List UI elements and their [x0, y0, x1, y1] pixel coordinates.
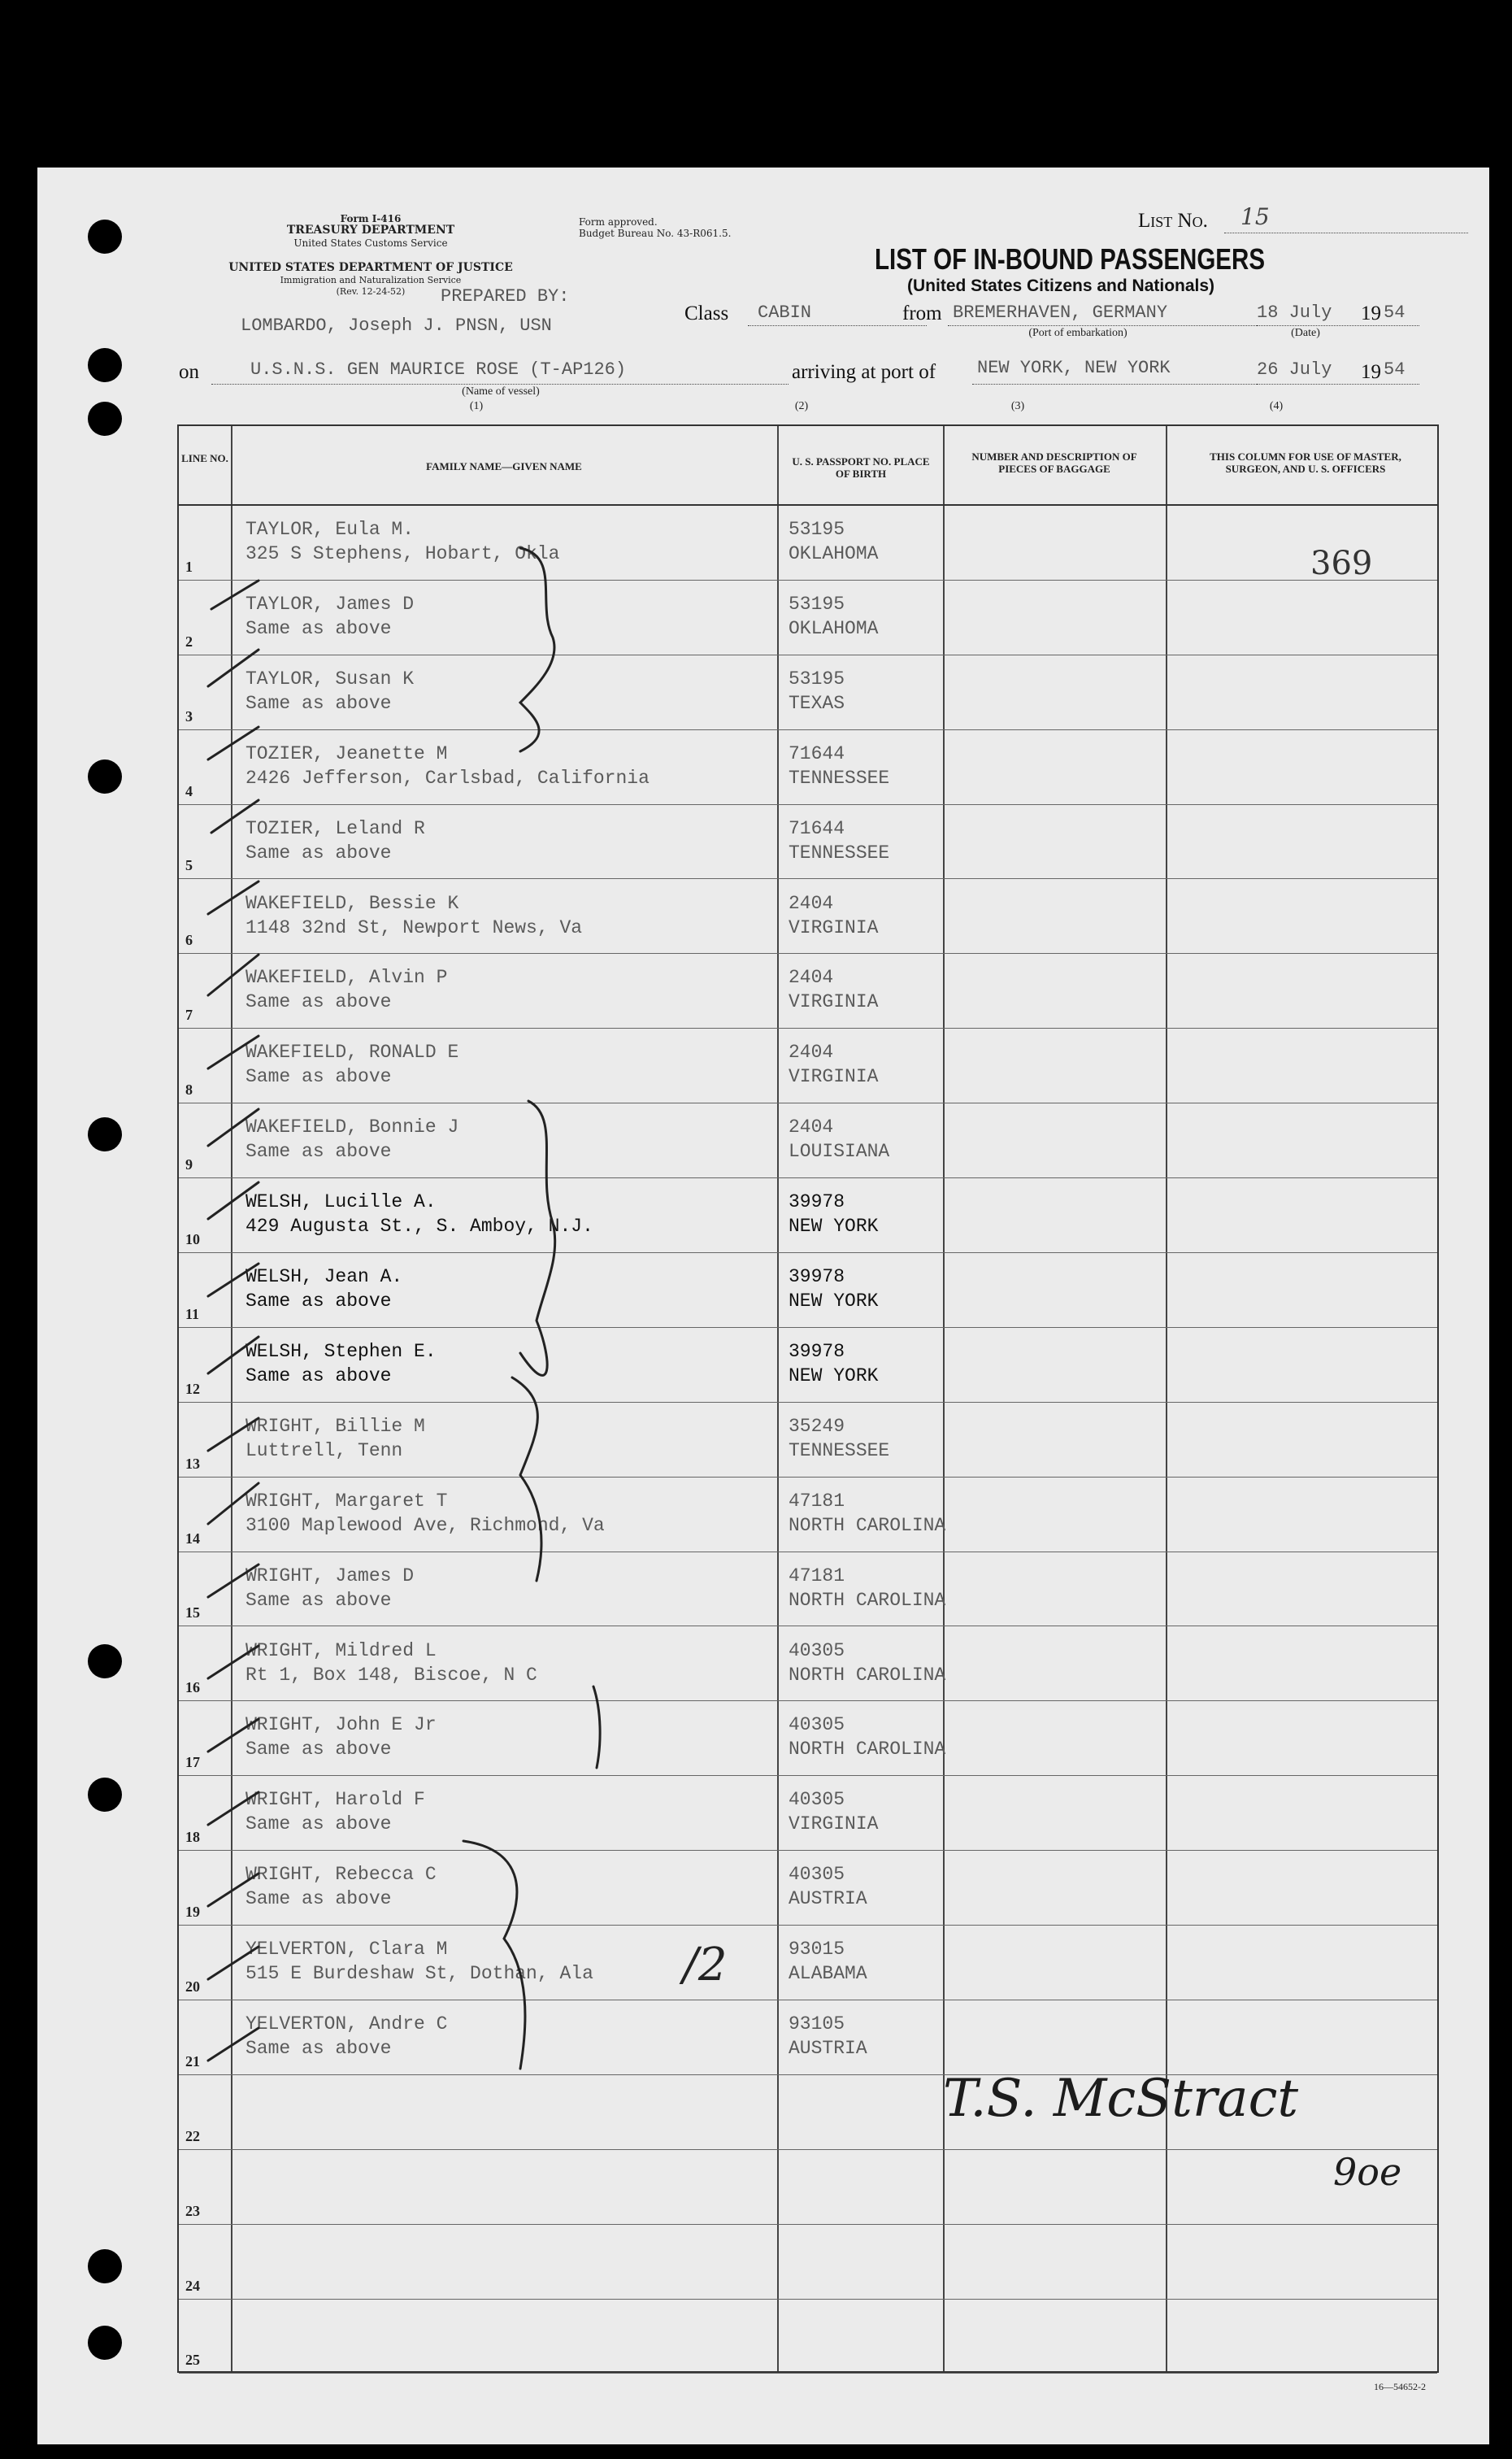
- justice-dept: UNITED STATES DEPARTMENT OF JUSTICE: [228, 261, 513, 274]
- arrive-date: 26 July: [1257, 359, 1332, 380]
- arrive-year-prefix: 19: [1361, 361, 1381, 383]
- passenger-name: WAKEFIELD, RONALD E: [245, 1042, 459, 1064]
- line-number: 3: [185, 707, 193, 725]
- arrive-line: [1257, 384, 1419, 385]
- col-header-baggage: NUMBER AND DESCRIPTION OF PIECES OF BAGGAGE: [971, 450, 1137, 475]
- line-number: 11: [185, 1305, 200, 1322]
- line-number: 21: [185, 2052, 200, 2069]
- col-num-4: (4): [1269, 400, 1284, 412]
- passenger-name: YELVERTON, Clara M: [245, 1939, 448, 1961]
- line-number: 10: [185, 1230, 200, 1247]
- arrival-port: NEW YORK, NEW YORK: [977, 358, 1171, 378]
- line-number: 9: [185, 1156, 193, 1173]
- passenger-address: 325 S Stephens, Hobart, Okla: [245, 543, 560, 564]
- passport-number: 2404: [789, 967, 834, 989]
- passenger-address: Luttrell, Tenn: [245, 1439, 403, 1461]
- depart-year: 54: [1384, 302, 1406, 323]
- list-no-value: 15: [1240, 203, 1270, 230]
- passenger-address: Same as above: [245, 617, 392, 639]
- class-label: Class: [684, 302, 729, 324]
- line-number: 20: [185, 1978, 200, 1995]
- passport-number: 47181: [789, 1490, 845, 1512]
- passport-number: 40305: [789, 1714, 845, 1736]
- date-caption: (Date): [1291, 327, 1320, 339]
- passenger-address: Same as above: [245, 842, 392, 864]
- budget-bureau: Budget Bureau No. 43-R061.5.: [579, 228, 732, 239]
- passenger-name: WELSH, Lucille A.: [245, 1191, 437, 1213]
- class-value: CABIN: [758, 302, 812, 323]
- passport-number: 71644: [789, 817, 845, 839]
- passport-number: 93015: [789, 1939, 845, 1961]
- vessel-caption: (Name of vessel): [462, 385, 540, 398]
- place-of-birth: NORTH CAROLINA: [789, 1739, 946, 1760]
- passenger-address: Same as above: [245, 1888, 392, 1910]
- initials: 9oe: [1333, 2150, 1402, 2194]
- passenger-address: Same as above: [245, 1141, 392, 1163]
- customs-service: United States Customs Service: [293, 237, 448, 249]
- place-of-birth: LOUISIANA: [789, 1141, 890, 1163]
- passport-number: 39978: [789, 1340, 845, 1362]
- passenger-address: Same as above: [245, 1364, 392, 1386]
- line-number: 23: [185, 2202, 200, 2219]
- passport-number: 71644: [789, 742, 845, 764]
- place-of-birth: TENNESSEE: [789, 767, 890, 789]
- passenger-name: WRIGHT, John E Jr: [245, 1714, 437, 1736]
- col-num-2: (2): [794, 400, 809, 412]
- line-number: 7: [185, 1007, 193, 1024]
- passenger-address: Same as above: [245, 1813, 392, 1835]
- from-label: from: [902, 302, 942, 324]
- line-number: 4: [185, 782, 193, 799]
- on-label: on: [179, 361, 199, 383]
- place-of-birth: NEW YORK: [789, 1290, 879, 1312]
- passenger-name: TAYLOR, Eula M.: [245, 519, 415, 540]
- arrive-year: 54: [1384, 359, 1406, 380]
- passenger-address: 3100 Maplewood Ave, Richmond, Va: [245, 1514, 605, 1536]
- preparer-name: LOMBARDO, Joseph J. PNSN, USN: [241, 316, 552, 336]
- passport-number: 40305: [789, 1864, 845, 1886]
- passenger-address: Same as above: [245, 1290, 392, 1312]
- place-of-birth: AUSTRIA: [789, 1888, 867, 1910]
- passenger-name: TOZIER, Leland R: [245, 817, 425, 839]
- passenger-address: 429 Augusta St., S. Amboy, N.J.: [245, 1216, 593, 1238]
- place-of-birth: ALABAMA: [789, 1963, 867, 1985]
- passenger-name: WRIGHT, James D: [245, 1565, 415, 1586]
- place-of-birth: NEW YORK: [789, 1364, 879, 1386]
- passenger-name: TAYLOR, James D: [245, 593, 415, 615]
- passport-number: 53195: [789, 519, 845, 540]
- punch-hole: [88, 1778, 122, 1812]
- passenger-name: TAYLOR, Susan K: [245, 668, 415, 690]
- stamp-number: 369: [1310, 545, 1373, 582]
- col-header-officers: THIS COLUMN FOR USE OF MASTER, SURGEON, AND U. S. OFFICERS: [1210, 450, 1401, 475]
- passenger-name: WAKEFIELD, Alvin P: [245, 967, 448, 989]
- passenger-name: WAKEFIELD, Bonnie J: [245, 1116, 459, 1138]
- line-number: 17: [185, 1754, 200, 1771]
- passenger-address: Same as above: [245, 692, 392, 714]
- from-value: BREMERHAVEN, GERMANY: [953, 302, 1168, 323]
- line-number: 14: [185, 1530, 200, 1547]
- passenger-address: Same as above: [245, 1589, 392, 1611]
- ins-service: Immigration and Naturalization Service: [280, 275, 462, 285]
- punch-hole: [88, 348, 122, 382]
- punch-hole: [88, 2326, 122, 2360]
- passenger-address: 2426 Jefferson, Carlsbad, California: [245, 767, 650, 789]
- vessel-name: U.S.N.S. GEN MAURICE ROSE (T-AP126): [250, 359, 627, 380]
- passenger-address: Same as above: [245, 2038, 392, 2059]
- passenger-address: Same as above: [245, 991, 392, 1013]
- passenger-name: WRIGHT, Billie M: [245, 1415, 425, 1437]
- passenger-name: YELVERTON, Andre C: [245, 2013, 448, 2035]
- place-of-birth: NORTH CAROLINA: [789, 1589, 946, 1611]
- passport-number: 40305: [789, 1789, 845, 1811]
- passenger-table: [177, 424, 1439, 2373]
- place-of-birth: NEW YORK: [789, 1216, 879, 1238]
- class-line: [748, 325, 927, 326]
- from-line: [948, 325, 1281, 326]
- document-page: [37, 168, 1489, 2444]
- passport-number: 40305: [789, 1639, 845, 1661]
- place-of-birth: VIRGINIA: [789, 916, 879, 938]
- place-of-birth: VIRGINIA: [789, 1066, 879, 1088]
- place-of-birth: NORTH CAROLINA: [789, 1664, 946, 1686]
- document-title: LIST OF IN-BOUND PASSENGERS: [875, 242, 1266, 276]
- col-header-line: LINE NO.: [181, 452, 228, 464]
- revision: (Rev. 12-24-52): [336, 286, 406, 297]
- punch-hole: [88, 759, 122, 794]
- list-no-label: List No.: [1138, 210, 1208, 232]
- depart-line: [1257, 325, 1419, 326]
- passport-number: 47181: [789, 1565, 845, 1586]
- line-number: 5: [185, 857, 193, 874]
- passenger-name: TOZIER, Jeanette M: [245, 742, 448, 764]
- passenger-name: WRIGHT, Harold F: [245, 1789, 425, 1811]
- place-of-birth: VIRGINIA: [789, 991, 879, 1013]
- passport-number: 53195: [789, 668, 845, 690]
- prepared-by: PREPARED BY:: [441, 286, 570, 307]
- col-header-passport: U. S. PASSPORT NO. PLACE OF BIRTH: [792, 455, 930, 480]
- passenger-name: WELSH, Stephen E.: [245, 1340, 437, 1362]
- line-number: 8: [185, 1082, 193, 1099]
- passport-number: 2404: [789, 892, 834, 914]
- signature: T.S. McStract: [943, 2069, 1299, 2129]
- line-number: 13: [185, 1455, 200, 1472]
- line-number: 2: [185, 633, 193, 650]
- place-of-birth: AUSTRIA: [789, 2038, 867, 2059]
- passenger-address: Same as above: [245, 1739, 392, 1760]
- footer-code: 16—54652-2: [1374, 2381, 1426, 2392]
- passenger-address: Same as above: [245, 1066, 392, 1088]
- passport-number: 35249: [789, 1415, 845, 1437]
- place-of-birth: TENNESSEE: [789, 842, 890, 864]
- passenger-address: 515 E Burdeshaw St, Dothan, Ala: [245, 1963, 593, 1985]
- place-of-birth: OKLAHOMA: [789, 617, 879, 639]
- treasury-dept: TREASURY DEPARTMENT: [286, 224, 455, 237]
- depart-year-prefix: 19: [1361, 302, 1381, 324]
- passport-number: 2404: [789, 1116, 834, 1138]
- place-of-birth: TEXAS: [789, 692, 845, 714]
- line-number: 12: [185, 1380, 200, 1397]
- passport-number: 39978: [789, 1191, 845, 1213]
- line-number: 25: [185, 2352, 200, 2369]
- arrival-line: [972, 384, 1257, 385]
- punch-hole: [88, 2249, 122, 2283]
- line-number: 1: [185, 558, 193, 575]
- place-of-birth: NORTH CAROLINA: [789, 1514, 946, 1536]
- passport-number: 53195: [789, 593, 845, 615]
- passenger-name: WRIGHT, Mildred L: [245, 1639, 437, 1661]
- passport-number: 39978: [789, 1266, 845, 1287]
- passenger-address: 1148 32nd St, Newport News, Va: [245, 916, 583, 938]
- passenger-name: WELSH, Jean A.: [245, 1266, 403, 1287]
- place-of-birth: VIRGINIA: [789, 1813, 879, 1835]
- form-approved: Form approved.: [579, 216, 658, 228]
- col-header-name: FAMILY NAME—GIVEN NAME: [426, 460, 582, 472]
- line-number: 22: [185, 2127, 200, 2144]
- punch-hole: [88, 402, 122, 436]
- line-number: 24: [185, 2277, 200, 2294]
- vessel-line: [211, 384, 789, 385]
- passport-number: 2404: [789, 1042, 834, 1064]
- passenger-address: Rt 1, Box 148, Biscoe, N C: [245, 1664, 537, 1686]
- line-number: 19: [185, 1904, 200, 1921]
- document-subtitle: (United States Citizens and Nationals): [907, 276, 1215, 295]
- line-number: 18: [185, 1829, 200, 1846]
- passenger-name: WAKEFIELD, Bessie K: [245, 892, 459, 914]
- col-num-1: (1): [469, 400, 484, 412]
- punch-hole: [88, 1644, 122, 1678]
- passenger-name: WRIGHT, Margaret T: [245, 1490, 448, 1512]
- place-of-birth: OKLAHOMA: [789, 543, 879, 564]
- punch-hole: [88, 1117, 122, 1151]
- passport-number: 93105: [789, 2013, 845, 2035]
- line-number: 6: [185, 932, 193, 949]
- depart-date: 18 July: [1257, 302, 1332, 323]
- fraction-mark: /2: [683, 1939, 728, 1991]
- form-number: Form I-416: [340, 213, 402, 224]
- place-of-birth: TENNESSEE: [789, 1439, 890, 1461]
- embark-caption: (Port of embarkation): [1028, 327, 1127, 339]
- passenger-name: WRIGHT, Rebecca C: [245, 1864, 437, 1886]
- col-num-3: (3): [1010, 400, 1025, 412]
- line-number: 15: [185, 1604, 200, 1621]
- line-number: 16: [185, 1679, 200, 1696]
- ink-brackets: [179, 426, 1440, 2374]
- punch-hole: [88, 220, 122, 254]
- arriving-label: arriving at port of: [792, 361, 936, 383]
